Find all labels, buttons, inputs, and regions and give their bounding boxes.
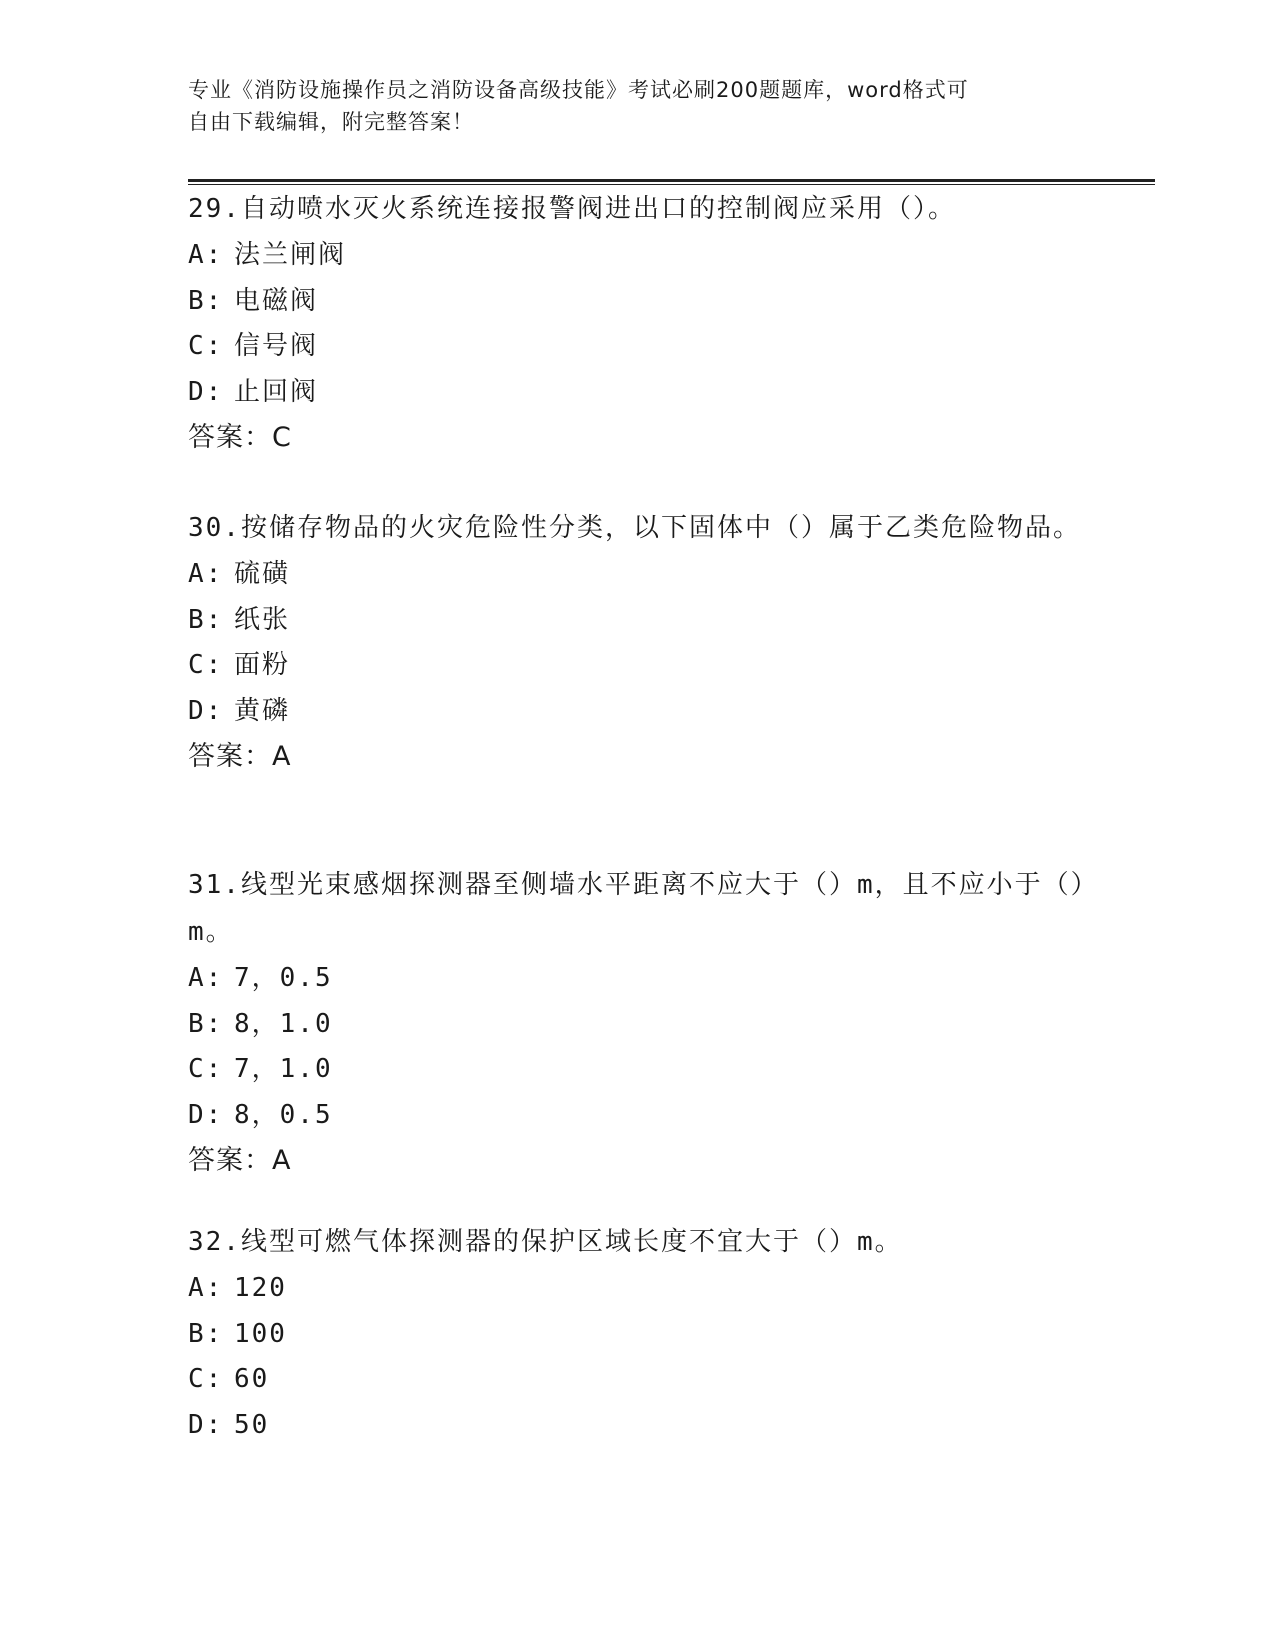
option-d [188,689,1088,735]
header-line-1: 专业《消防设施操作员之消防设备高级技能》考试必刷200题题库，word格式可 [188,78,969,102]
question-text: 30.按储存物品的火灾危险性分类，以下固体中（）属于乙类危险物品。 [188,513,1081,543]
option-letter: C: [188,1054,224,1084]
option-letter: C: [188,1364,224,1394]
question-text: 29.自动喷水灭火系统连接报警阀进出口的控制阀应采用（）。 [188,194,956,224]
option-letter: C: [188,331,224,361]
question-30 [188,505,1088,779]
option-letter: C: [188,650,224,680]
header-line-2: 自由下载编辑，附完整答案！ [188,110,474,134]
option-d [188,1403,1088,1449]
option-text: 止回阀 [234,376,319,407]
option-letter: D: [188,1409,224,1440]
option-text: 8，0.5 [234,1099,333,1130]
option-text: 信号阀 [234,331,319,361]
option-b [188,1312,1088,1358]
question-text: 31.线型光束感烟探测器至侧墙水平距离不应大于（）m，且不应小于（）m。 [188,870,1086,947]
option-b [188,1002,1088,1048]
option-c [188,324,1088,370]
option-c [188,1047,1088,1093]
option-text: 黄磷 [234,695,291,726]
option-text: 50 [234,1409,270,1440]
option-text: 60 [234,1364,270,1394]
answer-label: 答案：A [188,741,292,772]
option-letter: B: [188,1318,224,1349]
option-letter: A: [188,240,224,270]
option-text: 电磁阀 [234,285,319,316]
option-letter: A: [188,963,224,993]
document-header [188,74,1068,138]
option-letter: B: [188,1008,224,1039]
option-a [188,1266,1088,1312]
question-text: 32.线型可燃气体探测器的保护区域长度不宜大于（）m。 [188,1227,903,1257]
option-c [188,1357,1088,1403]
option-letter: A: [188,559,224,589]
option-d [188,1093,1088,1139]
option-c [188,643,1088,689]
option-letter: B: [188,604,224,635]
option-a [188,552,1088,598]
header-divider-thin [188,184,1155,185]
option-text: 法兰闸阀 [234,240,347,270]
answer-label: 答案：A [188,1145,292,1176]
header-divider-thick [188,179,1155,182]
option-letter: D: [188,1099,224,1130]
option-text: 120 [234,1273,287,1303]
option-letter: D: [188,695,224,726]
option-text: 硫磺 [234,559,291,589]
question-31 [188,862,1088,1183]
option-letter: A: [188,1273,224,1303]
option-text: 面粉 [234,650,291,680]
option-letter: D: [188,376,224,407]
option-text: 7，1.0 [234,1054,333,1084]
option-text: 8，1.0 [234,1008,333,1039]
option-text: 7，0.5 [234,963,333,993]
option-a [188,233,1088,279]
option-letter: B: [188,285,224,316]
option-d [188,370,1088,416]
option-a [188,956,1088,1002]
answer-label: 答案：C [188,422,292,453]
option-text: 100 [234,1318,287,1349]
option-b [188,598,1088,644]
option-text: 纸张 [234,604,291,635]
question-29 [188,186,1088,460]
question-32 [188,1219,1088,1448]
option-b [188,279,1088,325]
